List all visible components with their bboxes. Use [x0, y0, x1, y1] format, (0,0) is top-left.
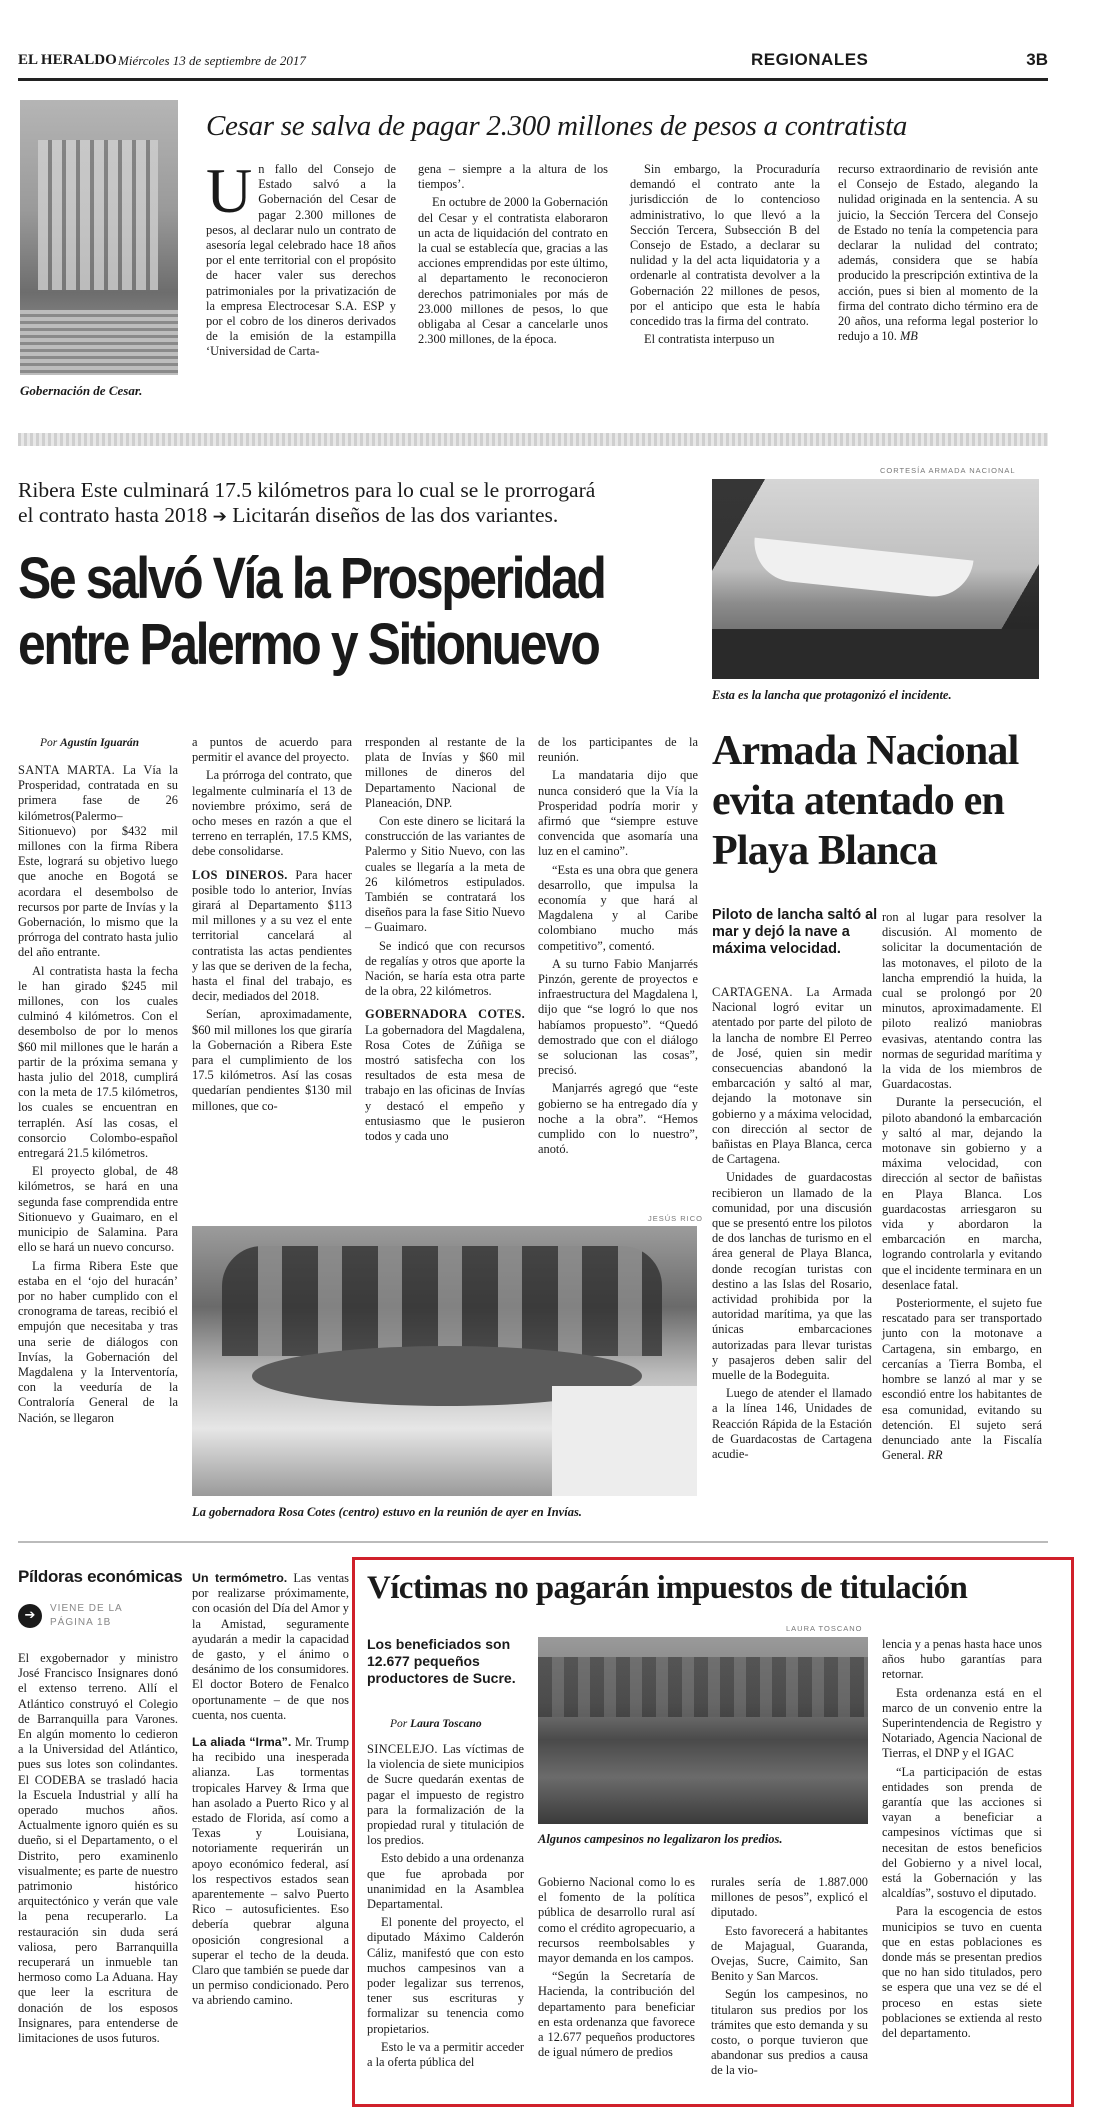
via-photo-caption: La gobernadora Rosa Cotes (centro) estuvo en la reunión de ayer en Invías.	[192, 1505, 582, 1519]
via-col-3-p2: Con este dinero se licitará la construcción de las variantes de Palermo y Sitio Nuevo, con las cuales se llegaría a la meta de 26 kilómetros estipulados. También se contratará los diseños para la fase Sitio Nuevo – Guaimaro.	[365, 814, 525, 935]
cesar-col-4-text: recurso extraordinario de revisión ante el Consejo de Estado, alegando la nulidad originada en la sentencia. A su juicio, la Sección Tercera del Consejo de Estado no tenía la competencia para declarar la nulidad del contrato; además, considera que se había producido la prescripción extintiva de la acción, pues si bien al momento de la firma del contrato dicho término era de 20 años, una reforma legal posterior lo redujo a 10.	[838, 162, 1038, 344]
pildoras-sub-termometro: Un termómetro.	[192, 1571, 288, 1585]
victimas-lede: Los beneficiados son 12.677 pequeños productores de Sucre.	[367, 1636, 516, 1686]
via-col-3-p3: Se indicó que con recursos de regalías y otros que aporte la Nación, se haría esta otra parte de la obra, 22 kilómetros.	[365, 938, 525, 999]
via-col-4-p5: Manjarrés agregó que “este gobierno se ha entregado día y noche a la obra”. “Hemos cumplido con lo nuestro”, anotó.	[538, 1081, 698, 1157]
masthead	[18, 50, 1048, 74]
armada-dateline: CARTAGENA.	[712, 985, 793, 999]
victimas-byline	[390, 1718, 482, 1730]
victimas-photo	[538, 1637, 868, 1824]
victimas-col-1-p1-text: Las víctimas de la violencia de siete municipios de Sucre quedarán exentas de pagar el impuesto de registro para la formalización de la propiedad rural y titulación de los predios.	[367, 1742, 524, 1848]
armada-photo-caption: Esta es la lancha que protagonizó el incidente.	[712, 688, 952, 702]
victimas-col-2-p1: Gobierno Nacional como lo es el fomento de la política pública de desarrollo rural así como el crédito agropecuario, a recursos reembolsables y mayor demanda en los campos.	[538, 1875, 695, 1966]
armada-col-2-p2: Durante la persecución, el piloto abandonó la embarcación y saltó al mar, dejando la motonave sin gobierno y a máxima velocidad, con dirección al sector de bañistas en Playa Blanca. Los guardacostas arriesgaron su vida y abordaron la embarcación en marcha, logrando controlarla y evitando que el incidente terminara en un desenlace fatal.	[882, 1095, 1042, 1292]
cesar-col-3-p2: El contratista interpuso un	[644, 332, 775, 347]
armada-col-1-p3: Luego de atender el llamado a la línea 146, Unidades de Reacción Rápida de la Estación de Guardacostas de Cartagena acudie-	[712, 1386, 872, 1462]
via-col-2-p2: La prórroga del contrato, que legalmente culminaría el 13 de noviembre próximo, será de ocho meses en razón a que el terreno en terraplén, 17.5 KMS, debe consolidarse.	[192, 768, 352, 859]
pildoras-continue-label: VIENE DE LA PÁGINA 1B	[50, 1603, 123, 1628]
victimas-headline: Víctimas no pagarán impuestos de titulación	[367, 1570, 968, 1606]
victimas-col-4	[882, 1637, 1042, 2044]
armada-headline: Armada Nacional evita atentado en Playa Blanca	[712, 728, 1019, 874]
via-col-4-p4: A su turno Fabio Manjarrés Pinzón, gerente de proyectos e infraestructura del Magdalena l, dijo que “se logró lo que nos habíamos propuesto”. “Quedó demostrado que con el diálogo se solucionan las cosas”, precisó.	[538, 956, 698, 1078]
victimas-col-4-p2: Esta ordenanza está en el marco de un convenio entre la Superintendencia de Registro y Notariado, Agencia Nacional de Tierras, el DNP y el IGAC	[882, 1685, 1042, 1761]
victimas-col-3-p3: Según los campesinos, no titularon sus predios por los trámites que esto demanda y su costo, o porque tuvieron que abandonar sus predios a causa de la vio-	[711, 1987, 868, 2078]
via-kicker-line2: el contrato hasta 2018	[18, 503, 208, 527]
via-kicker-line2-wrap	[18, 503, 708, 530]
victimas-col-3	[711, 1875, 868, 2082]
via-byline-name: Agustín Iguarán	[60, 737, 140, 749]
via-byline-label: Por	[40, 737, 58, 749]
armada-col-2	[882, 910, 1042, 1466]
victimas-col-3-p2: Esto favorecerá a habitantes de Majagual, Guaranda, Ovejas, Sucre, Caimito, San Benito y San Marcos.	[711, 1923, 868, 1984]
cesar-col-2-p1: gena – siempre a la altura de los tiempos’.	[418, 162, 608, 192]
victimas-col-2-p2: “Según la Secretaría de Hacienda, la contribución del departamento para beneficiar en esta ordenanza que favorece a 12.677 pequeños productores de igual número de predios	[538, 1969, 695, 2060]
via-dateline: SANTA MARTA.	[18, 763, 116, 777]
victimas-col-1-p4: Esto le va a permitir acceder a la oferta pública del	[367, 2039, 524, 2070]
armada-photo-credit: CORTESÍA ARMADA NACIONAL	[880, 466, 1016, 475]
via-kicker-line1: Ribera Este culminará 17.5 kilómetros para lo cual se le prorrogará	[18, 478, 596, 502]
arrow-right-icon: ➔	[212, 507, 227, 527]
via-byline	[40, 737, 139, 749]
victimas-col-3-p1: rurales sería de 1.887.000 millones de pesos”, explicó el diputado.	[711, 1875, 868, 1920]
via-col-3-p4	[365, 1007, 525, 1144]
via-subhead-dineros: LOS DINEROS.	[192, 867, 288, 882]
lower-divider	[18, 1541, 1048, 1543]
victimas-col-1	[367, 1742, 524, 2073]
via-col-3-p4-text: La gobernadora del Magdalena, Rosa Cotes de Zúñiga se mostró satisfecha con los resultados de esta mesa de trabajo en las oficinas de Invías y destacó el empeño y entusiasmo que le pusieron todos y cada uno	[365, 1022, 525, 1144]
via-col-1-p4: La firma Ribera Este que estaba en el ‘ojo del huracán’ por no haber cumplido con el cronograma de tareas, recibió el empujón que necesitaba y tras una serie de diálogos con Invías, la Gobernación del Magdalena y la Interventoría, con la veeduría de la Contraloría General de la Nación, se llegaron	[18, 1258, 178, 1425]
victimas-col-1-p3: El ponente del proyecto, el diputado Máximo Calderón Cáliz, manifestó que con esto muchos campesinos van a poder legalizar sus terrenos, tener sus escrituras y formalizar su tenencia como propietarios.	[367, 1915, 524, 2036]
via-col-2	[192, 735, 352, 1117]
via-col-4-p3: “Esta es una obra que genera desarrollo, que impulsa la economía y que hará al Magdalena y al Caribe colombiano mucho más competitivo”, comentó.	[538, 862, 698, 953]
via-col-1-p2: Al contratista hasta la fecha le han girado $245 mil millones, con los cuales culminó 4 kilómetros. Con el desembolso de por lo menos $60 mil millones que le harán a partir de la próxima semana y hasta julio del 2018, cumplirá con la meta de 17.5 kilómetros, los cuales se encuentran en terraplén. Así las cosas, el consorcio Colombo-español entregará 21.5 kilómetros.	[18, 963, 178, 1161]
via-headline-line2: entre Palermo y Sitionuevo	[18, 612, 599, 677]
armada-col-1-p2: Unidades de guardacostas recibieron un llamado de la comunidad, por una discusión que se presentó entre los pilotos de dos lanchas de turismo en el área general de Playa Blanca, donde recogían turistas con destino a las Islas del Rosario, actividad prohibida por la autoridad marítima, ya que las únicas embarcaciones autorizadas para llevar turistas y pasajeros deben salir del muelle de la Bodeguita.	[712, 1170, 872, 1383]
pildoras-col-2-p2	[192, 1735, 349, 2009]
armada-signature: RR	[927, 1448, 943, 1463]
victimas-col-1-p2: Esto debido a una ordenanza que fue aprobada por unanimidad en la Asamblea Departamental.	[367, 1851, 524, 1912]
via-subhead-gobernadora: GOBERNADORA COTES.	[365, 1007, 525, 1022]
victimas-photo-credit: LAURA TOSCANO	[786, 1624, 863, 1633]
pildoras-continue	[18, 1602, 178, 1636]
issue-date: Miércoles 13 de septiembre de 2017	[118, 53, 306, 68]
cesar-headline: Cesar se salva de pagar 2.300 millones de pesos a contratista	[206, 110, 908, 142]
pildoras-sub-irma: La aliada “Irma”.	[192, 1735, 292, 1750]
via-col-4-p1: de los participantes de la reunión.	[538, 735, 698, 765]
cesar-col-2-p2: En octubre de 2000 la Gobernación del Cesar y el contratista elaboraron un acta de liquidación del contrato en la cual se establecía que, gracias a las acciones emprendidas por este último, al departamento le reconocieron derechos patrimoniales por más de 23.000 millones de pesos, lo que obligaba al Cesar a cancelarle unos 2.300 millones, de la época.	[418, 195, 608, 347]
via-col-3-p1: rresponden al restante de la plata de Invías y $60 mil millones de dineros del Departamento Nacional de Planeación, DNP.	[365, 735, 525, 810]
pildoras-col-1: El exgobernador y ministro José Francisco Insignares donó el extenso terreno. Allí el Atlántico construyó el Colegio de Barranquilla para Varones. En algún momento lo cedieron a la Universidad del Atlántico, pues sus lotes son colindantes. El CODEBA se trasladó hacia la Escuela Industrial y allí ha operado muchos años. Actualmente ignoro quién es su dueño, si el Departamento, o el Distrito, pero examinenlo visualmente; es parte de nuestro patrimonio histórico arquitectónico y verán que vale la pena recuperarlo. La restauración sin duda será valiosa, pero Barranquilla recuperará un inmueble tan hermoso como La Aduana. Hay que leer la escritura de donación de los esposos Insignares, para entenderse de limitaciones de usos futuros.	[18, 1651, 178, 2046]
header-rule	[18, 78, 1048, 81]
cesar-photo-caption: Gobernación de Cesar.	[20, 383, 143, 398]
armada-photo	[712, 479, 1039, 679]
victimas-byline-label: Por	[390, 1718, 408, 1730]
via-kicker-line2b: Licitarán diseños de las dos variantes.	[232, 503, 559, 527]
paper-name: EL HERALDO	[18, 52, 117, 68]
armada-col-2-p3-text: Posteriormente, el sujeto fue rescatado para ser transportado junto con la motonave a Cartagena, sin embargo, en cercanías a Tierra Bomba, el hombre se lanzó al mar y se escondió entre los habitantes de esa comunidad, evitando su detención. El sujeto será denunciado ante la Fiscalía General.	[882, 1296, 1042, 1463]
victimas-dateline: SINCELEJO.	[367, 1742, 438, 1756]
armada-col-2-p1: ron al lugar para resolver la discusión. Al momento de solicitar la documentación de las motonaves, el piloto de la lancha emprendió la huida, la cual se prolongó por 20 minutos, aproximadamente. El piloto realizó maniobras evasivas, atentando contra las normas de seguridad marítima y la vida de los miembros de Guardacostas.	[882, 910, 1042, 1092]
via-col-1	[18, 763, 178, 1429]
pildoras-col-2-p2-text: Mr. Trump ha recibido una inesperada alianza. Las tormentas tropicales Harvey & Irma que han asolado a Puerto Rico y al estado de Florida, así como a Texas y Louisiana, notoriamente requerirán un apoyo económico federal, así los respectivos estados sean aparentemente – salvo Puerto Rico – autosuficientes. Eso debería quebrar alguna oposición congresional a superar el techo de la deuda. Claro que también se puede dar un permiso condicionado. Pero va abriendo camino.	[192, 1735, 349, 2008]
armada-col-1-p1	[712, 985, 872, 1167]
section-name: REGIONALES	[751, 50, 869, 69]
pildoras-col-2-p1	[192, 1571, 349, 1723]
victimas-photo-caption: Algunos campesinos no legalizaron los predios.	[538, 1832, 783, 1846]
via-col-2-p3-text: Para hacer posible todo lo anterior, Invías girará al Departamento $113 mil millones y a su vez el ente territorial cancelará al contratista las actas pendientes y las que se deriven de la fecha, hasta el final del trabajo, es decir, mediados del 2018.	[192, 867, 352, 1004]
page-number: 3B	[1026, 50, 1048, 69]
via-col-1-p1-text: La Vía la Prosperidad, contratada en su primera fase de 26 kilómetros(Palermo–Sitionuevo) por $432 mil millones con la firma Ribera Este, logrará su objetivo luego que anoche en Bogotá se acordara el desembolso de recursos por parte de Invías y la Gobernación, lo mismo que la prórroga del contrato hasta julio del año entrante.	[18, 763, 178, 960]
via-photo	[192, 1226, 697, 1496]
via-headline-line1: Se salvó Vía la Prosperidad	[18, 546, 605, 611]
victimas-col-2	[538, 1875, 695, 2063]
cesar-col-4	[838, 162, 1038, 344]
cesar-signature: MB	[899, 329, 918, 344]
via-col-1-p3: El proyecto global, de 48 kilómetros, se hará en una segunda fase comprendida entre Sitionuevo y Guaimaro, en el municipio de Salamina. Para ello se hará un nuevo concurso.	[18, 1164, 178, 1255]
pildoras-col-2-p1-text: Las ventas por realizarse próximamente, con ocasión del Día del Amor y la Amistad, seguramente ayudarán a medir la capacidad de gasto, y el ánimo o desánimo de los consumidores. El doctor Botero de Fenalco oportunamente – de que nos cuenta, nos cuenta.	[192, 1571, 349, 1722]
armada-col-1-p1-text: La Armada Nacional logró evitar un atentado por parte del piloto de la lancha de nombre El Perreo de José, quien sin medir consecuencias abandonó la embarcación y saltó al mar, dejando la motonave sin gobierno y a máxima velocidad, con dirección al sector de bañistas en Playa Blanca, cerca de Cartagena.	[712, 985, 872, 1167]
via-col-4-p2: La mandataria dijo que nunca consideró que la Vía la Prosperidad podría morir y afirmó que “siempre estuve convencida que asomaría una luz en el camino”.	[538, 768, 698, 859]
victimas-col-4-p3: “La participación de estas entidades son prenda de garantía que las acciones si vayan a beneficiar a campesinos víctimas que si necesitan de estos beneficios del Gobierno y a nivel local, está la Gobernación y las alcaldías”, sostuvo el diputado.	[882, 1764, 1042, 1901]
cesar-col-2	[418, 162, 608, 350]
via-kicker	[18, 478, 708, 530]
via-col-2-p3	[192, 868, 352, 1005]
via-headline	[18, 546, 620, 678]
pildoras-col-2	[192, 1571, 349, 2012]
section-divider	[18, 433, 1048, 446]
armada-subhead: Piloto de lancha saltó al mar y dejó la nave a máxima velocidad.	[712, 907, 878, 957]
via-col-4	[538, 735, 698, 1160]
cesar-dropcap: U	[206, 155, 253, 226]
cesar-col-1-text: n fallo del Consejo de Estado salvó a la Gobernación del Cesar de pagar 2.300 millones de pesos, al declarar nulo un contrato de asesoría legal celebrado hace 18 años por el ente territorial con el propósito de hacer valer sus derechos patrimoniales por la privatización de la empresa Electrocesar S.A. ESP y por el cobro de los dineros derivados de la emisión de la estampilla ‘Universidad de Carta-	[206, 162, 396, 359]
pildoras-title: Píldoras económicas	[18, 1567, 183, 1586]
victimas-col-4-p4: Para la escogencia de estos municipios se tuvo en cuenta que en estas poblaciones es donde más se presentan predios que no han sido titulados, pero se espera que una vez se dé el proceso en estas siete poblaciones se extienda al resto del departamento.	[882, 1904, 1042, 2041]
via-col-1-p1	[18, 763, 178, 961]
victimas-col-1-p1	[367, 1742, 524, 1848]
via-photo-credit: JESÚS RICO	[648, 1214, 704, 1223]
armada-col-1	[712, 985, 872, 1465]
via-col-2-p4: Serían, aproximadamente, $60 mil millones los que giraría la Gobernación a Ribera Este para el cumplimiento de los 17.5 kilómetros. Así las cosas quedarían pendientes $130 mil millones, que co-	[192, 1007, 352, 1113]
victimas-byline-name: Laura Toscano	[410, 1718, 482, 1730]
cesar-col-1	[206, 155, 396, 360]
arrow-right-circle-icon: ➔	[18, 1604, 42, 1628]
victimas-col-4-p1: lencia y a penas hasta hace unos años hubo garantías para retornar.	[882, 1637, 1042, 1682]
via-col-3	[365, 735, 525, 1147]
armada-col-2-p3	[882, 1296, 1042, 1463]
cesar-photo	[20, 100, 178, 375]
cesar-col-3-p1: Sin embargo, la Procuraduría demandó el contrato ante la jurisdicción de lo contencioso administrativo, lo que llevó a la Sección Tercera, Subsección B del Consejo de Estado, a declarar su nulidad y la del acta liquidatoria y a ordenarle al contratista devolver a la Gobernación 22 millones de pesos, por el anticipo que esta le había concedido tras la firma del contrato.	[630, 162, 820, 329]
via-col-2-p1: a puntos de acuerdo para permitir el avance del proyecto.	[192, 735, 352, 765]
cesar-col-3	[630, 162, 820, 350]
